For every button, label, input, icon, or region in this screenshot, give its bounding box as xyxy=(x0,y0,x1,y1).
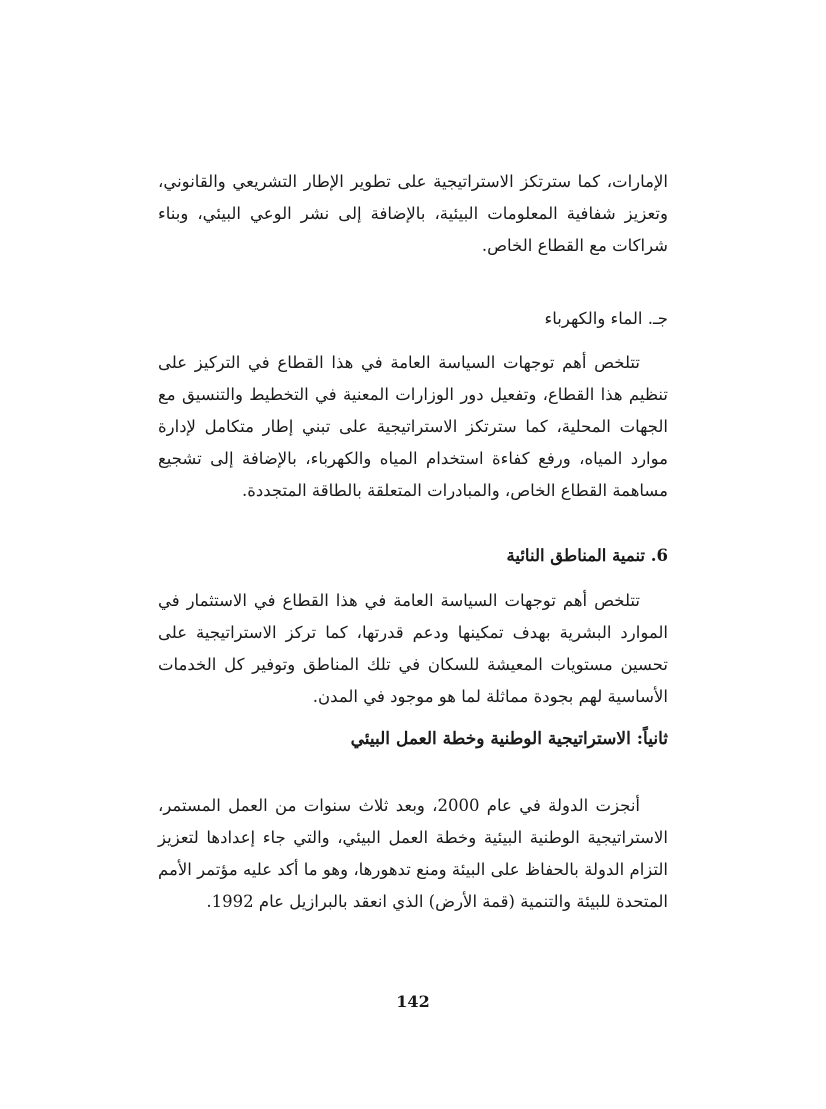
paragraph-environment-conclusion: الإمارات، كما سترتكز الاستراتيجية على تطوير الإطار التشريعي والقانوني، وتعزيز شفافية المعلومات البيئية، بالإضافة إلى نشر الوعي البيئي، وبناء شراكات مع القطاع الخاص. xyxy=(158,172,668,255)
page-number: 142 xyxy=(396,992,430,1011)
subheading-water-electricity: جـ. الماء والكهرباء xyxy=(544,309,668,328)
paragraph-national-strategy: أنجزت الدولة في عام 2000، وبعد ثلاث سنوات من العمل المستمر، الاستراتيجية الوطنية البيئية وخطة العمل البيئي، والتي جاء إعدادها لتعزيز التزام الدولة بالحفاظ على البيئة ومنع تدهورها، وهو ما أكد عليه مؤتمر الأمم المتحدة للبيئة والتنمية (قمة الأرض) الذي انعقد بالبرازيل عام 1992. xyxy=(158,796,668,911)
heading-national-strategy: ثانياً: الاستراتيجية الوطنية وخطة العمل البيئي xyxy=(350,729,668,749)
paragraph-water-electricity: تتلخص أهم توجهات السياسة العامة في هذا القطاع في التركيز على تنظيم هذا القطاع، وتفعيل دور الوزارات المعنية في التخطيط والتنسيق مع الجهات المحلية، كما سترتكز الاستراتيجية على تبني إطار متكامل لإدارة موارد المياه، ورفع كفاءة استخدام المياه والكهرباء، بالإضافة إلى تشجيع مساهمة القطاع الخاص، والمبادرات المتعلقة بالطاقة المتجددة. xyxy=(158,353,668,500)
heading-remote-areas: 6. تنمية المناطق النائية xyxy=(506,546,668,565)
paragraph-remote-areas: تتلخص أهم توجهات السياسة العامة في هذا القطاع في الاستثمار في الموارد البشرية بهدف تمكينها ودعم قدرتها، كما تركز الاستراتيجية على تحسين مستويات المعيشة للسكان في تلك المناطق وتوفير كل الخدمات الأساسية لهم بجودة مماثلة لما هو موجود في المدن. xyxy=(158,591,668,706)
